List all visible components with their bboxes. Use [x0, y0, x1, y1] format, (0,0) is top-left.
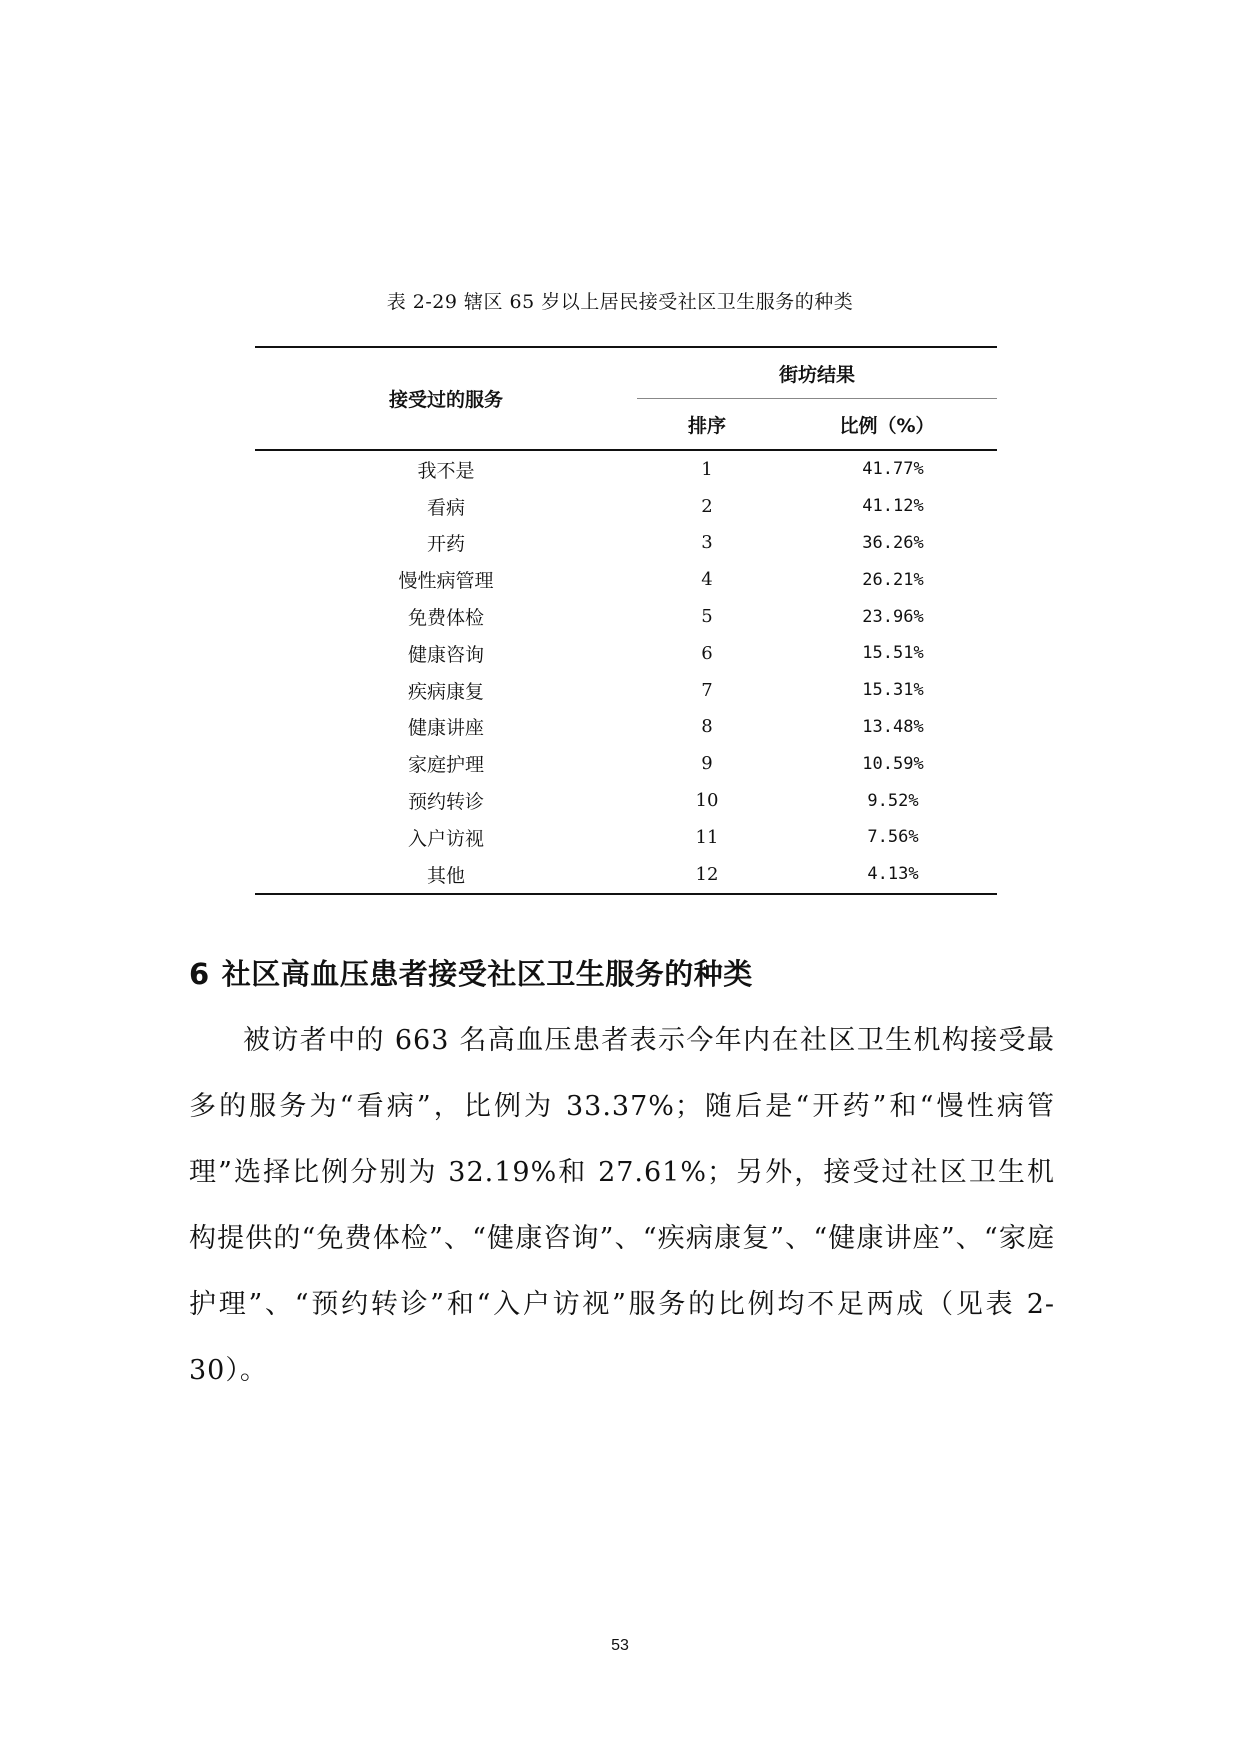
percent-cell: 13.48% — [862, 716, 924, 737]
table-row — [255, 782, 997, 819]
percent-cell: 15.31% — [862, 680, 924, 701]
service-cell: 慢性病管理 — [398, 570, 494, 593]
section-heading — [189, 952, 753, 993]
services-table — [255, 346, 997, 895]
service-cell: 其他 — [255, 856, 637, 894]
service-cell: 我不是 — [417, 459, 475, 482]
service-cell: 健康讲座 — [407, 717, 484, 740]
service-column-header: 接受过的服务 — [255, 347, 637, 450]
rank-cell: 7 — [701, 679, 713, 701]
rank-column-header: 排序 — [637, 399, 777, 451]
percent-cell: 15.51% — [862, 643, 924, 664]
service-cell: 看病 — [426, 496, 465, 519]
rank-cell: 3 — [701, 532, 713, 554]
rank-cell: 8 — [701, 716, 713, 738]
rank-cell: 2 — [701, 495, 713, 517]
table-row — [255, 856, 997, 894]
table-row — [255, 561, 997, 598]
section-title: 社区高血压患者接受社区卫生服务的种类 — [221, 957, 753, 991]
table-row — [255, 635, 997, 672]
rank-cell: 12 — [637, 856, 777, 894]
percent-cell: 7.56% — [867, 827, 919, 848]
service-cell: 预约转诊 — [407, 791, 484, 814]
percent-cell: 41.77% — [862, 459, 924, 480]
table-row — [255, 525, 997, 562]
service-cell: 入户访视 — [407, 827, 484, 850]
table-body — [255, 450, 997, 894]
service-cell: 免费体检 — [407, 607, 484, 630]
rank-cell: 5 — [701, 606, 713, 628]
service-cell: 疾病康复 — [407, 680, 484, 703]
percent-cell: 4.13% — [777, 856, 997, 894]
rank-cell: 11 — [695, 826, 719, 848]
percent-cell: 10.59% — [862, 753, 924, 774]
table-caption: 表 2-29 辖区 65 岁以上居民接受社区卫生服务的种类 — [386, 291, 854, 313]
rank-cell: 9 — [701, 753, 713, 775]
percent-cell: 23.96% — [862, 606, 924, 627]
rank-cell: 10 — [695, 790, 719, 812]
percent-column-header: 比例（%） — [777, 399, 997, 451]
service-cell: 健康咨询 — [407, 643, 484, 666]
rank-cell: 6 — [701, 642, 713, 664]
table-row — [255, 745, 997, 782]
body-paragraph: 被访者中的 663 名高血压患者表示今年内在社区卫生机构接受最多的服务为“看病”，比例为 33.37%；随后是“开药”和“慢性病管理”选择比例分别为 32.19%和 27.61%；另外，接受过社区卫生机构提供的“免费体检”、“健康咨询”、“疾病康复”、“健康讲座”、“家庭护理”、“预约转诊”和“入户访视”服务的比例均不足两成（见表 2-30）。 — [189, 1025, 1055, 1386]
percent-cell: 41.12% — [862, 496, 924, 517]
rank-cell: 4 — [701, 569, 713, 591]
group-column-header: 街坊结果 — [637, 347, 997, 399]
page-number: 53 — [611, 1637, 629, 1654]
table-row — [255, 488, 997, 525]
section-number: 6 — [189, 957, 210, 991]
rank-cell: 1 — [701, 458, 713, 480]
table-row — [255, 709, 997, 746]
table-row — [255, 598, 997, 635]
table-row — [255, 819, 997, 856]
percent-cell: 36.26% — [862, 532, 924, 553]
percent-cell: 26.21% — [862, 569, 924, 590]
percent-cell: 9.52% — [867, 790, 919, 811]
table-row — [255, 672, 997, 709]
service-cell: 开药 — [426, 533, 465, 556]
service-cell: 家庭护理 — [407, 754, 484, 777]
table-row — [255, 450, 997, 488]
